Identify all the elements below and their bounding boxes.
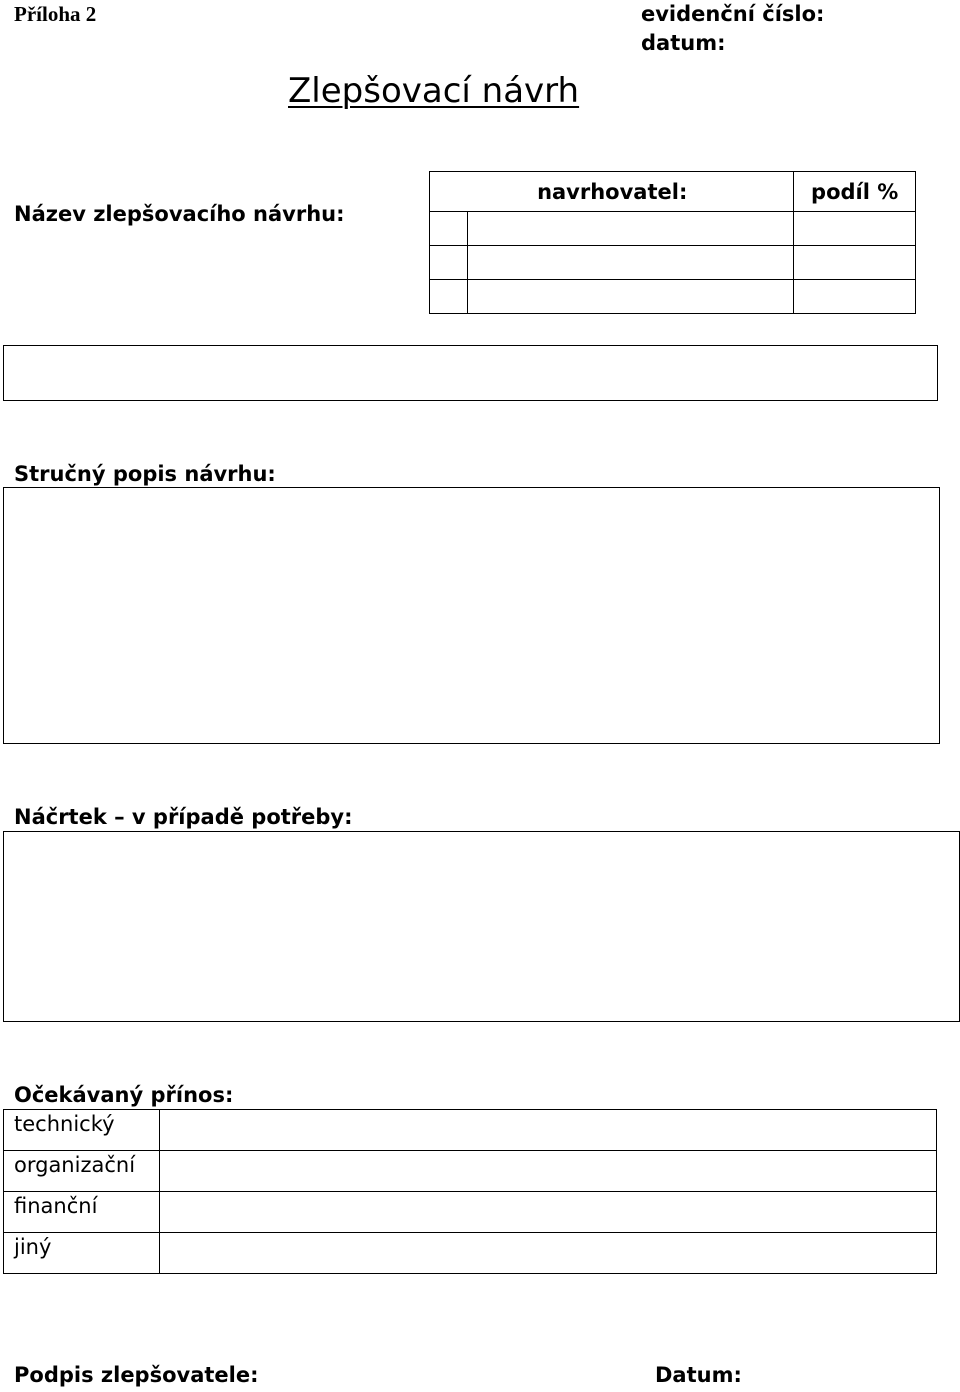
table-row xyxy=(430,246,916,280)
proposers-table xyxy=(429,171,916,314)
sketch-label: Náčrtek – v případě potřeby: xyxy=(14,805,353,829)
table-row xyxy=(4,1110,937,1151)
proposer-cell[interactable] xyxy=(467,246,793,280)
proposal-name-label: Název zlepšovacího návrhu: xyxy=(14,202,345,226)
table-row xyxy=(4,1151,937,1192)
proposer-cell[interactable] xyxy=(467,280,793,314)
benefit-organizational-field[interactable] xyxy=(159,1151,936,1192)
share-column-header: podíl % xyxy=(794,172,916,212)
benefit-table xyxy=(3,1109,937,1274)
date-label: datum: xyxy=(641,31,726,55)
benefit-organizational-label: organizační xyxy=(4,1151,160,1192)
proposer-column-header: navrhovatel: xyxy=(430,172,794,212)
benefit-other-label: jiný xyxy=(4,1233,160,1274)
row-number-cell[interactable] xyxy=(430,280,468,314)
footer-date-label: Datum: xyxy=(655,1363,742,1387)
benefit-financial-label: finanční xyxy=(4,1192,160,1233)
table-row xyxy=(430,212,916,246)
benefit-label: Očekávaný přínos: xyxy=(14,1083,234,1107)
row-number-cell[interactable] xyxy=(430,246,468,280)
attachment-label: Příloha 2 xyxy=(14,2,97,26)
benefit-technical-field[interactable] xyxy=(159,1110,936,1151)
benefit-financial-field[interactable] xyxy=(159,1192,936,1233)
page-title: Zlepšovací návrh xyxy=(288,71,580,111)
description-field[interactable] xyxy=(3,487,940,744)
description-label: Stručný popis návrhu: xyxy=(14,462,276,486)
proposal-name-field[interactable] xyxy=(3,345,938,401)
share-cell[interactable] xyxy=(794,246,916,280)
table-row xyxy=(4,1233,937,1274)
proposer-cell[interactable] xyxy=(467,212,793,246)
row-number-cell[interactable] xyxy=(430,212,468,246)
benefit-other-field[interactable] xyxy=(159,1233,936,1274)
benefit-technical-label: technický xyxy=(4,1110,160,1151)
sketch-field[interactable] xyxy=(3,831,960,1022)
table-row xyxy=(430,280,916,314)
share-cell[interactable] xyxy=(794,280,916,314)
table-row xyxy=(4,1192,937,1233)
share-cell[interactable] xyxy=(794,212,916,246)
signature-label: Podpis zlepšovatele: xyxy=(14,1363,259,1387)
registration-number-label: evidenční číslo: xyxy=(641,2,825,26)
